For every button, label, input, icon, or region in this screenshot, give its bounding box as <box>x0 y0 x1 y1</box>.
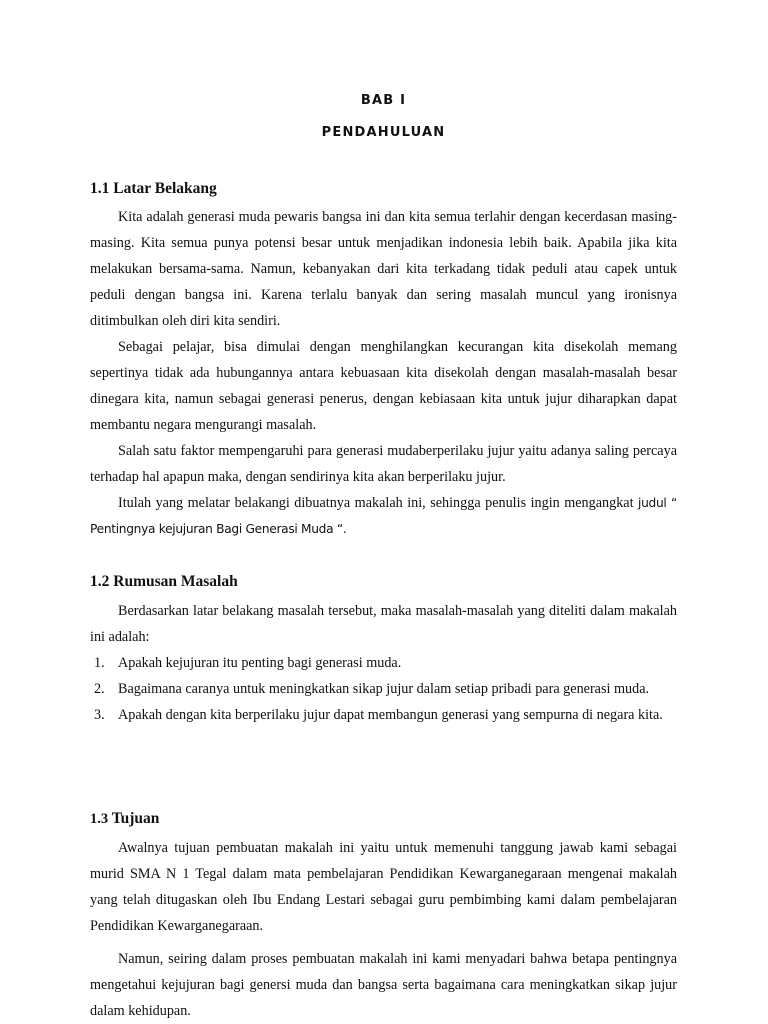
section-heading-latar-belakang <box>90 180 217 198</box>
section-number: 1.3 <box>90 811 109 827</box>
section-heading-tujuan <box>90 810 159 828</box>
paragraph: Awalnya tujuan pembuatan makalah ini yaitu untuk memenuhi tanggung jawab kami sebagai murid SMA N 1 Tegal dalam mata pembelajaran Pendidikan Kewarganegaraan mengenai makalah yang telah ditugaskan oleh Ibu Endang Lestari sebagai guru pembimbing kami dalam pembelajaran Pendidikan Kewarganegaraan. <box>90 840 677 934</box>
list-item <box>90 676 677 702</box>
section-title: Latar Belakang <box>113 180 217 197</box>
list-item <box>90 702 677 728</box>
list-number: 2. <box>94 681 105 697</box>
section-number: 1.1 <box>90 180 110 197</box>
section-number: 1.2 <box>90 573 110 590</box>
chapter-title: PENDAHULUAN <box>321 125 446 140</box>
paragraph-text: Itulah yang melatar belakangi dibuatnya makalah ini, sehingga penulis ingin mengangkat <box>118 495 634 511</box>
section-title: Rumusan Masalah <box>113 573 238 590</box>
paragraph: Kita adalah generasi muda pewaris bangsa ini dan kita semua terlahir dengan kecerdasan masing-masing. Kita semua punya potensi besar untuk menjadikan indonesia lebih baik. Apabila jika kita melakukan bersama-sama. Namun, kebanyakan dari kita terkadang tidak peduli atau capek untuk peduli dengan bangsa ini. Karena terlalu banyak dan sering masalah muncul yang ironisnya ditimbulkan oleh diri kita sendiri. <box>90 209 677 329</box>
chapter-number: BAB I <box>360 93 407 108</box>
paragraph <box>90 490 677 542</box>
list-number: 3. <box>94 707 105 723</box>
list-text: Apakah kejujuran itu penting bagi generasi muda. <box>118 655 402 671</box>
list-item <box>90 650 677 676</box>
paragraph: Salah satu faktor mempengaruhi para generasi mudaberperilaku jujur yaitu adanya saling percaya terhadap hal apapun maka, dengan sendirinya kita akan berperilaku jujur. <box>90 443 677 485</box>
paragraph: Namun, seiring dalam proses pembuatan makalah ini kami menyadari bahwa betapa pentingnya mengetahui kejujuran bagi genersi muda dan bangsa serta bagaimana cara meningkatkan sikap jujur dalam kehidupan. <box>90 951 677 1019</box>
list-number: 1. <box>94 655 105 671</box>
paragraph: Sebagai pelajar, bisa dimulai dengan menghilangkan kecurangan kita disekolah memang sepertinya tidak ada hubungannya antara kebuasaan kita disekolah dengan masalah-masalah besar dinegara kita, namun sebagai generasi penerus, dengan kebiasaan kita untuk jujur diharapkan dapat membantu negara mengurangi masalah. <box>90 339 677 433</box>
list-text: Apakah dengan kita berperilaku jujur dapat membangun generasi yang sempurna di negara kita. <box>118 707 663 723</box>
problem-list <box>90 650 677 728</box>
list-text: Bagaimana caranya untuk meningkatkan sikap jujur dalam setiap pribadi para generasi muda. <box>118 681 650 697</box>
section-title: Tujuan <box>111 810 160 827</box>
paragraph: Berdasarkan latar belakang masalah tersebut, maka masalah-masalah yang diteliti dalam makalah ini adalah: <box>90 603 677 645</box>
section-heading-rumusan-masalah <box>90 573 238 591</box>
paragraph-quote-text: judul “ Pentingnya kejujuran Bagi Generasi Muda “. <box>90 496 678 536</box>
